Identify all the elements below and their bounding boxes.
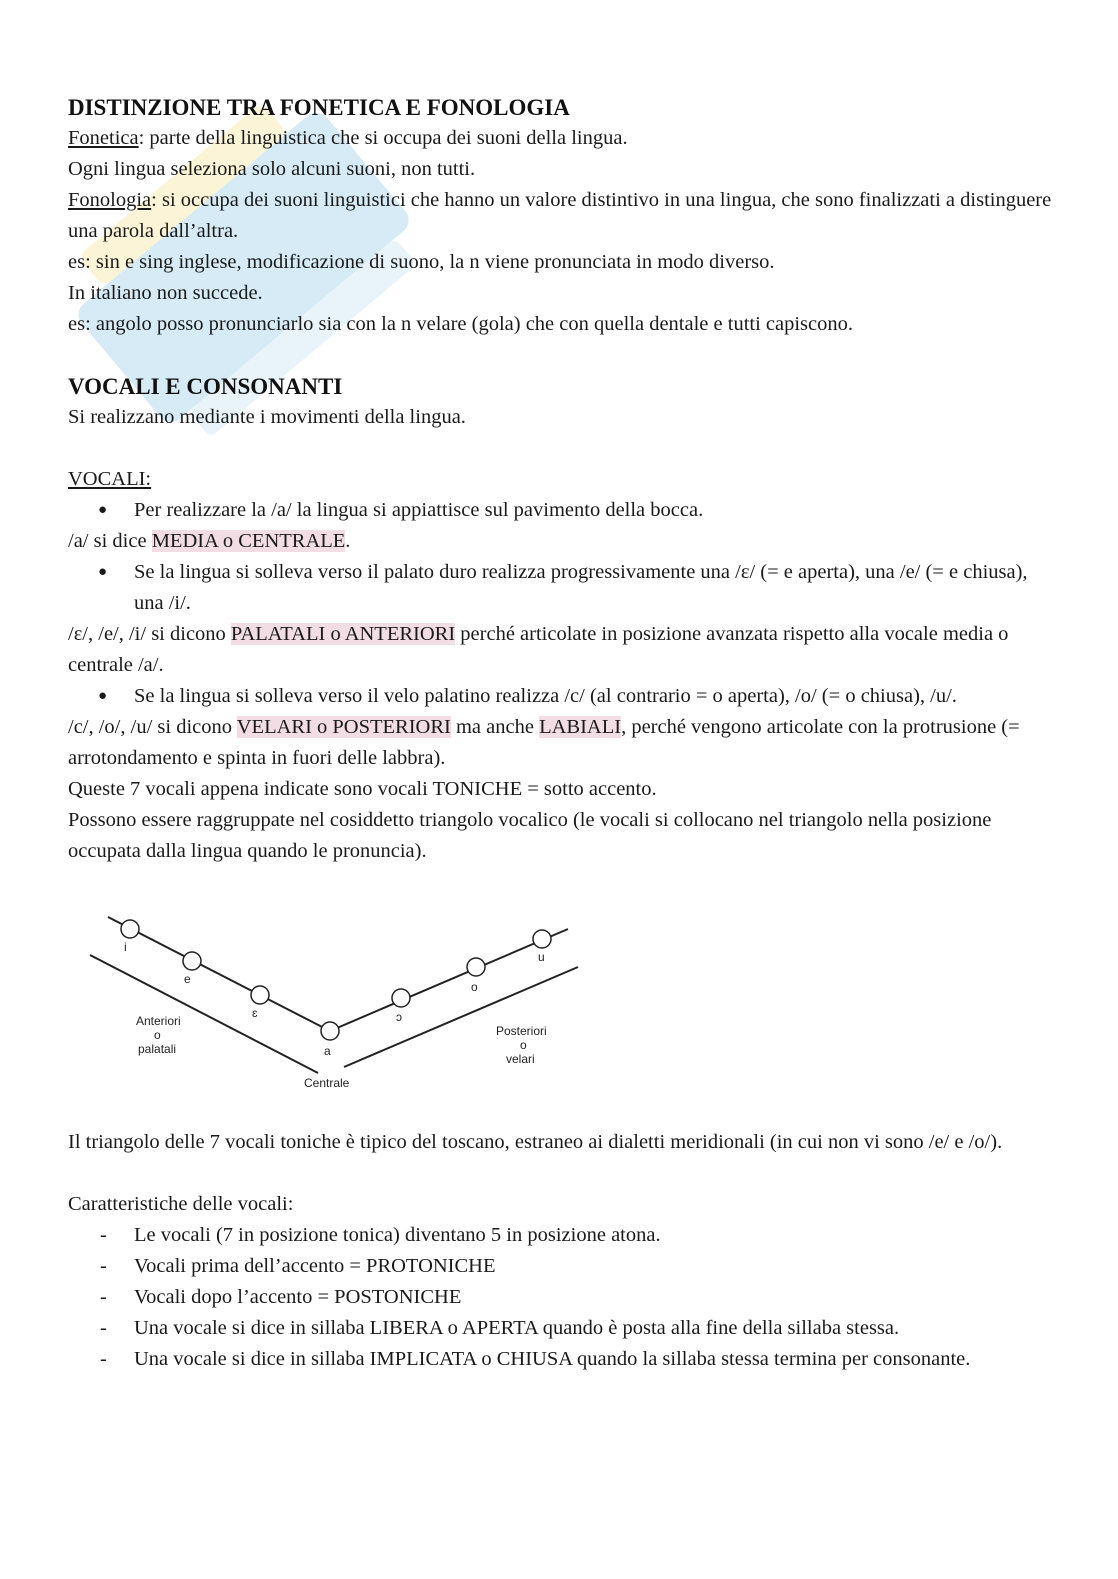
- paragraph-toniche: Queste 7 vocali appena indicate sono vocali TONICHE = sotto accento.: [68, 778, 657, 800]
- paragraph-fonologia: Fonologia: si occupa dei suoni linguistici che hanno un valore distintivo in una lingua, che sono finalizzati a distinguere una parola dall’altra.: [68, 189, 1052, 242]
- paragraph-caratteristiche: Caratteristiche delle vocali:: [68, 1193, 294, 1215]
- highlight-palatali: PALATALI o ANTERIORI: [230, 623, 456, 645]
- bullet-list: [68, 681, 1058, 712]
- list-item: ● Per realizzare la /a/ la lingua si appiattisce sul pavimento della bocca.: [68, 495, 1058, 526]
- vowel-circle-open-e: [251, 986, 269, 1004]
- paragraph-media: /a/ si dice MEDIA o CENTRALE.: [68, 530, 351, 552]
- vowel-circle-i: [121, 920, 139, 938]
- list-item: - Le vocali (7 in posizione tonica) diventano 5 in posizione atona.: [68, 1220, 1058, 1251]
- vowel-label-open-e: ɛ: [252, 1006, 258, 1020]
- section-title-fonetica: DISTINZIONE TRA FONETICA E FONOLOGIA: [68, 95, 570, 120]
- list-item: ● Se la lingua si solleva verso il palato duro realizza progressivamente una /ɛ/ (= e aperta), una /e/ (= e chiusa), una /i/.: [68, 557, 1058, 619]
- vowel-circle-u: [533, 930, 551, 948]
- paragraph-line: In italiano non succede.: [68, 282, 263, 304]
- vowel-triangle-figure: [68, 903, 598, 1093]
- highlight-labiali: LABIALI: [539, 716, 622, 738]
- label-posteriori-o: o: [520, 1038, 527, 1052]
- paragraph-velari: /c/, /o/, /u/ si dicono VELARI o POSTERIORI ma anche LABIALI, perché vengono articolate con la protrusione (= arrotondamento e spinta in fuori delle labbra).: [68, 716, 1020, 769]
- label-posteriori: Posteriori: [496, 1024, 547, 1038]
- dash-list: [68, 1220, 1058, 1375]
- highlight-media-centrale: MEDIA o CENTRALE: [151, 530, 346, 552]
- document-page: [68, 92, 1058, 1375]
- paragraph-fonetica: Fonetica: parte della linguistica che si occupa dei suoni della lingua.: [68, 127, 628, 149]
- vowel-circle-a: [321, 1022, 339, 1040]
- label-velari: velari: [506, 1052, 535, 1066]
- vowel-triangle-diagram: [68, 903, 598, 1093]
- vocali-heading: VOCALI:: [68, 468, 152, 490]
- list-item: ● Se la lingua si solleva verso il velo palatino realizza /c/ (al contrario = o aperta), /o/ (= o chiusa), /u/.: [68, 681, 1058, 712]
- label-anteriori-o: o: [154, 1028, 161, 1042]
- label-palatali: palatali: [138, 1042, 177, 1056]
- vowel-circle-e: [183, 952, 201, 970]
- highlight-velari: VELARI o POSTERIORI: [236, 716, 451, 738]
- paragraph-toscano: Il triangolo delle 7 vocali toniche è tipico del toscano, estraneo ai dialetti meridionali (in cui non vi sono /e/ e /o/).: [68, 1131, 1003, 1153]
- bullet-list: [68, 495, 1058, 526]
- vowel-label-i: i: [124, 940, 127, 954]
- section-title-vocali-consonanti: VOCALI E CONSONANTI: [68, 374, 343, 399]
- list-item: - Vocali dopo l’accento = POSTONICHE: [68, 1282, 1058, 1313]
- vowel-label-u: u: [538, 950, 545, 964]
- list-item: - Vocali prima dell’accento = PROTONICHE: [68, 1251, 1058, 1282]
- vowel-label-a: a: [324, 1044, 331, 1058]
- paragraph-palatali: /ɛ/, /e/, /i/ si dicono PALATALI o ANTERIORI perché articolate in posizione avanzata rispetto alla vocale media o centrale /a/.: [68, 623, 1009, 676]
- list-item: - Una vocale si dice in sillaba IMPLICATA o CHIUSA quando la sillaba stessa termina per consonante.: [68, 1344, 1058, 1375]
- vowel-circle-o: [467, 958, 485, 976]
- paragraph-line: es: angolo posso pronunciarlo sia con la n velare (gola) che con quella dentale e tutti capiscono.: [68, 313, 853, 335]
- term-fonetica: Fonetica: [68, 127, 139, 149]
- label-centrale: Centrale: [304, 1076, 350, 1090]
- paragraph-intro: Si realizzano mediante i movimenti della lingua.: [68, 406, 466, 428]
- vowel-label-o: o: [471, 980, 478, 994]
- paragraph-line: Ogni lingua seleziona solo alcuni suoni, non tutti.: [68, 158, 476, 180]
- list-item: - Una vocale si dice in sillaba LIBERA o APERTA quando è posta alla fine della sillaba stessa.: [68, 1313, 1058, 1344]
- vowel-label-open-o: ɔ: [396, 1010, 402, 1024]
- term-fonologia: Fonologia: [68, 189, 152, 211]
- paragraph-triangolo: Possono essere raggruppate nel cosiddetto triangolo vocalico (le vocali si collocano nel triangolo nella posizione occupata dalla lingua quando le pronuncia).: [68, 809, 992, 862]
- vowel-label-e: e: [184, 972, 191, 986]
- vowel-circle-open-o: [392, 989, 410, 1007]
- label-anteriori: Anteriori: [136, 1014, 181, 1028]
- paragraph-line: es: sin e sing inglese, modificazione di suono, la n viene pronunciata in modo diverso.: [68, 251, 775, 273]
- bullet-list: [68, 557, 1058, 619]
